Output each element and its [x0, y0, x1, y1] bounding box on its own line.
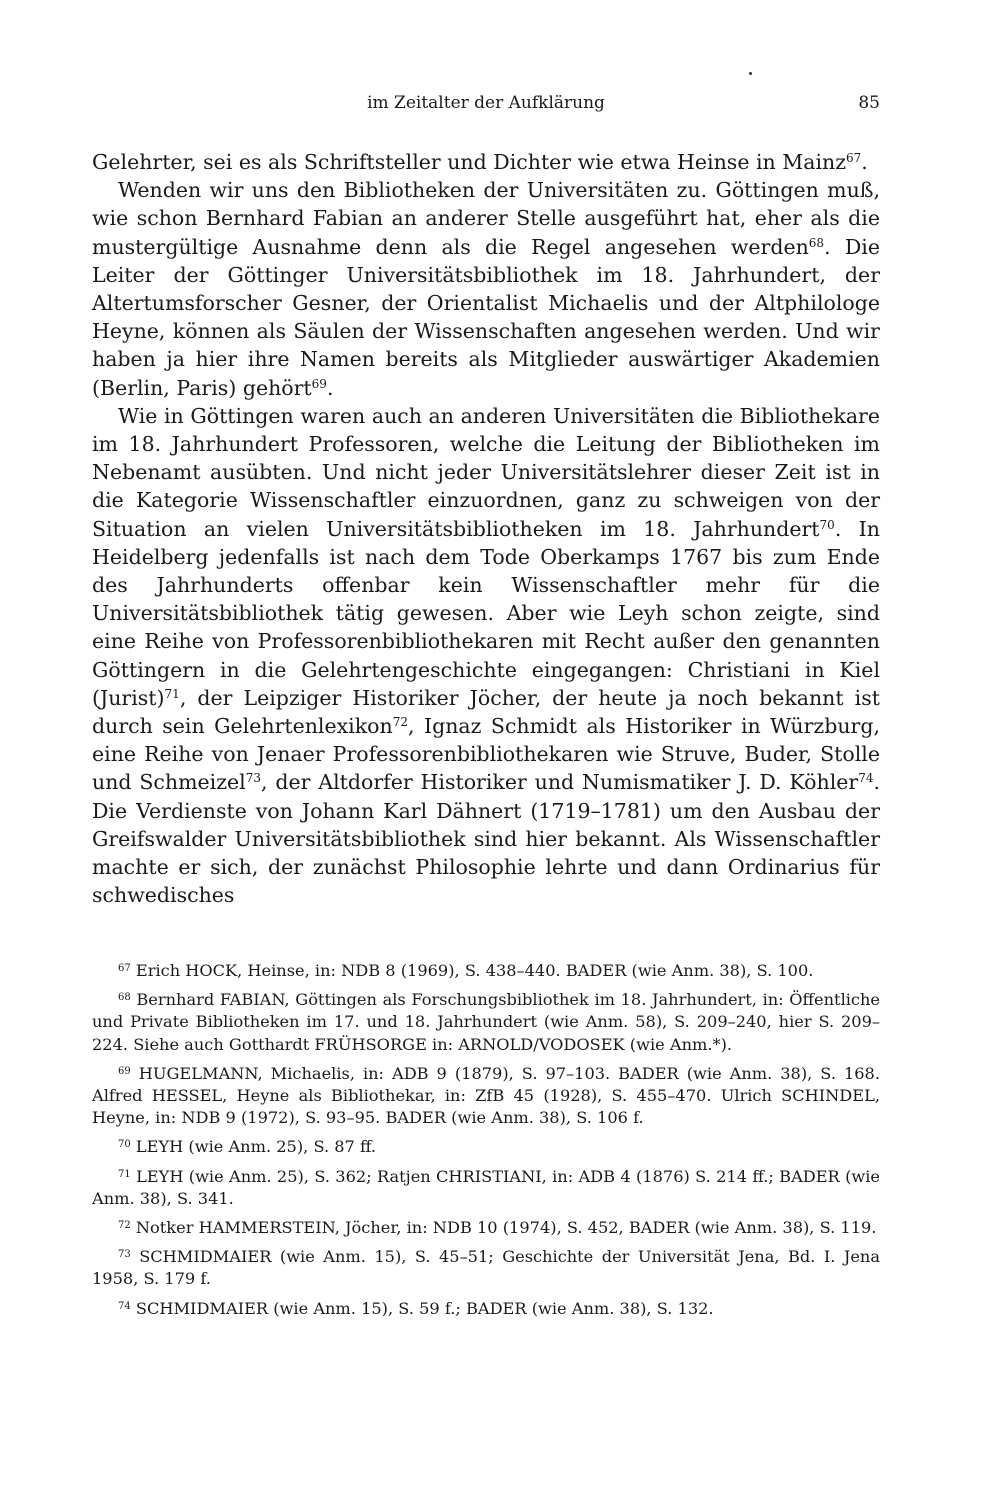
note-ref: 73 — [245, 771, 262, 786]
note-ref: 69 — [311, 376, 327, 391]
footnote-text: LEYH (wie Anm. 25), S. 87 ff. — [135, 1137, 377, 1157]
paragraph-text: Wie in Göttingen waren auch an anderen Universitäten die Bibliothekare im 18. Jahrhundert Professoren, welche die Leitung der Bibliotheken im Nebenamt ausübten. Und nicht jeder Universitätslehrer dieser Zeit ist in die Kategorie Wissenschaftler einzuordnen, ganz zu schweigen von der Situation an vielen Universitätsbibliotheken im 18. Jahrhundert — [92, 403, 880, 541]
footnote-number: 70 — [118, 1139, 131, 1151]
paragraph-text: . In Heidelberg jedenfalls ist nach dem Tode Oberkamps 1767 bis zum Ende des Jahrhunderts offenbar kein Wissenschaftler mehr für die Universitätsbibliothek tätig gewesen. Aber wie Leyh schon zeigte, sind eine Reihe von Professorenbibliothekaren mit Recht außer den genannten Göttingern in die Gelehrtengeschichte eingegangen: Christiani in Kiel (Jurist) — [92, 516, 880, 710]
footnote-text: SCHMIDMAIER (wie Anm. 15), S. 45–51; Geschichte der Universität Jena, Bd. I. Jena 1958, S. 179 f. — [92, 1247, 880, 1289]
footnote-text: Notker HAMMERSTEIN, Jöcher, in: NDB 10 (1974), S. 452, BADER (wie Anm. 38), S. 119. — [135, 1218, 877, 1238]
footnote — [92, 1061, 880, 1130]
paragraph-text: Gelehrter, sei es als Schriftsteller und Dichter wie etwa Heinse in Mainz — [92, 150, 847, 174]
paragraph-2 — [92, 176, 880, 402]
footnote — [92, 987, 880, 1056]
footnotes — [92, 958, 880, 1325]
footnote — [92, 1164, 880, 1210]
footnote-number: 71 — [118, 1168, 131, 1180]
paragraph-text: , der Leipziger Historiker Jöcher, der heute ja noch bekannt ist durch sein Gelehrtenlexikon — [92, 685, 880, 739]
footnote-number: 73 — [118, 1249, 131, 1261]
paragraph-text: . — [326, 375, 334, 400]
note-ref: 72 — [392, 715, 408, 730]
footnote — [92, 958, 880, 982]
footnote-text: Erich HOCK, Heinse, in: NDB 8 (1969), S. 438–440. BADER (wie Anm. 38), S. 100. — [135, 961, 814, 980]
speck — [749, 72, 752, 75]
paragraph-text: . Die Leiter der Göttinger Universitätsbibliothek im 18. Jahrhundert, der Altertumsforscher Gesner, der Orientalist Michaelis und der Altphilologe Heyne, können als Säulen der Wissenschaften angesehen werden. Und wir haben ja hier ihre Namen bereits als Mitglieder auswärtiger Akademien (Berlin, Paris) gehört — [92, 234, 880, 400]
paragraph-text: . Die Verdienste von Johann Karl Dähnert (1719–1781) um den Ausbau der Greifswalder Universitätsbibliothek sind hier bekannt. Als Wissenschaftler machte er sich, der zunächst Philosophie lehrte und dann Ordinarius für schwedisches — [92, 770, 881, 908]
paragraph-text: Wenden wir uns den Bibliotheken der Universitäten zu. Göttingen muß, wie schon Bernhard Fabian an anderer Stelle ausgeführt hat, eher als die mustergültige Ausnahme denn als die Regel angesehen werden — [92, 178, 880, 259]
footnote-text: Bernhard FABIAN, Göttingen als Forschungsbibliothek im 18. Jahrhundert, in: Öffentliche und Private Bibliotheken im 17. und 18. Jahrhundert (wie Anm. 58), S. 209–240, hier S. 209–224. Siehe auch Gotthardt FRÜHSORGE in: ARNOLD/VODOSEK (wie Anm.*). — [92, 990, 880, 1054]
footnote-number: 69 — [118, 1065, 131, 1077]
footnote — [92, 1134, 880, 1158]
note-ref: 70 — [819, 517, 835, 532]
note-ref: 74 — [858, 771, 874, 786]
footnote-text: LEYH (wie Anm. 25), S. 362; Ratjen CHRISTIANI, in: ADB 4 (1876) S. 214 ff.; BADER (wie Anm. 38), S. 341. — [92, 1166, 880, 1208]
note-ref: 68 — [808, 235, 825, 250]
footnote — [92, 1215, 880, 1239]
running-title: im Zeitalter der Aufklärung — [367, 93, 605, 113]
paragraph-text: , der Altdorfer Historiker und Numismatiker J. D. Köhler — [261, 770, 859, 795]
footnote-number: 67 — [118, 963, 131, 974]
note-ref: 71 — [164, 686, 180, 701]
footnote-number: 74 — [118, 1300, 131, 1312]
footnote-number: 72 — [118, 1220, 131, 1232]
paragraph-3 — [92, 402, 880, 910]
paragraph-text: , Ignaz Schmidt als Historiker in Würzburg, eine Reihe von Jenaer Professorenbibliothekaren wie Struve, Buder, Stolle und Schmeizel — [92, 714, 880, 795]
body-text — [92, 148, 880, 909]
footnote — [92, 1296, 880, 1320]
page-number: 85 — [858, 93, 880, 113]
paragraph-text: . — [861, 150, 868, 174]
running-header — [92, 93, 880, 119]
footnote-text: SCHMIDMAIER (wie Anm. 15), S. 59 f.; BADER (wie Anm. 38), S. 132. — [135, 1298, 714, 1318]
footnote — [92, 1244, 880, 1290]
paragraph-1 — [92, 148, 880, 176]
note-ref: 67 — [846, 151, 862, 165]
footnote-number: 68 — [118, 992, 131, 1004]
footnote-text: HUGELMANN, Michaelis, in: ADB 9 (1879), S. 97–103. BADER (wie Anm. 38), S. 168. Alfred HESSEL, Heyne als Bibliothekar, in: ZfB 45 (1928), S. 455–470. Ulrich SCHINDEL, Heyne, in: NDB 9 (1972), S. 93–95. BADER (wie Anm. 38), S. 106 f. — [92, 1063, 880, 1128]
